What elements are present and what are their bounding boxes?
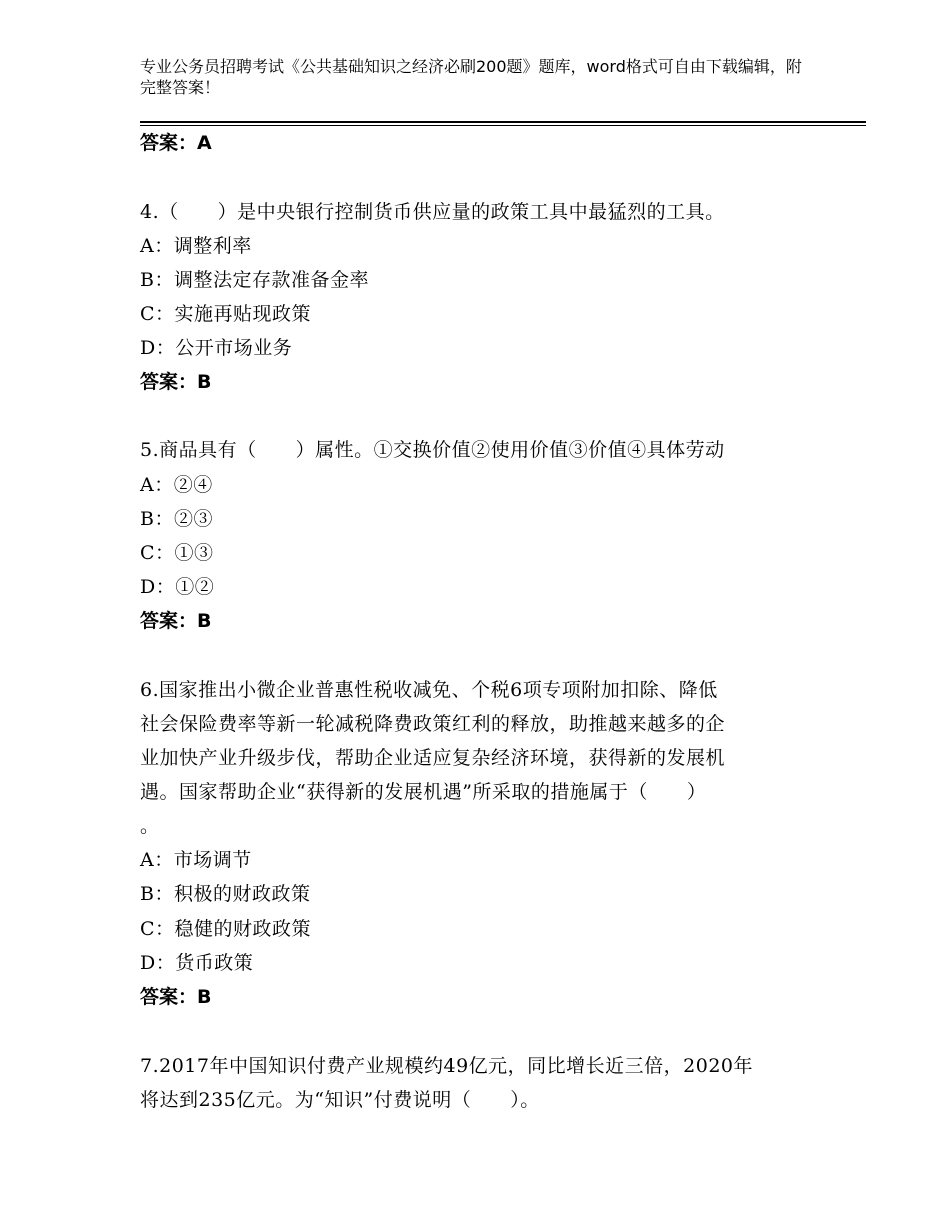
answer-q5: 答案：B xyxy=(140,610,212,632)
question-7-stem-line-1: 7.2017年中国知识付费产业规模约49亿元，同比增长近三倍，2020年 xyxy=(140,1055,754,1077)
question-6-option-d: D：货币政策 xyxy=(140,952,254,974)
answer-q4: 答案：B xyxy=(140,371,212,393)
question-4-option-a: A：调整利率 xyxy=(140,235,252,257)
question-5-option-d: D：①② xyxy=(140,576,215,598)
question-4-option-c: C：实施再贴现政策 xyxy=(140,303,312,325)
question-6-option-a: A：市场调节 xyxy=(140,849,252,871)
answer-q6: 答案：B xyxy=(140,986,212,1008)
answer-q3: 答案：A xyxy=(140,132,212,154)
question-6-stem-line-3: 业加快产业升级步伐，帮助企业适应复杂经济环境，获得新的发展机 xyxy=(140,747,726,769)
question-6-stem-line-2: 社会保险费率等新一轮减税降费政策红利的释放，助推越来越多的企 xyxy=(140,713,726,735)
question-5-option-c: C：①③ xyxy=(140,542,214,564)
question-4-option-b: B：调整法定存款准备金率 xyxy=(140,269,369,291)
header-rule-thin xyxy=(140,125,866,126)
question-6-stem-line-4: 遇。国家帮助企业“获得新的发展机遇”所采取的措施属于（ ） xyxy=(140,781,707,803)
question-4-option-d: D：公开市场业务 xyxy=(140,337,293,359)
question-4-stem: 4.（ ）是中央银行控制货币供应量的政策工具中最猛烈的工具。 xyxy=(140,201,725,223)
question-7-stem-line-2: 将达到235亿元。为“知识”付费说明（ ）。 xyxy=(140,1089,540,1111)
document-header: 专业公务员招聘考试《公共基础知识之经济必刷200题》题库，word格式可自由下载编辑，附完整答案！ xyxy=(140,57,802,97)
question-5-option-b: B：②③ xyxy=(140,508,213,530)
question-6-option-c: C：稳健的财政政策 xyxy=(140,918,312,940)
question-5-stem: 5.商品具有（ ）属性。①交换价值②使用价值③价值④具体劳动 xyxy=(140,439,725,461)
question-6-stem-line-1: 6.国家推出小微企业普惠性税收减免、个税6项专项附加扣除、降低 xyxy=(140,679,718,701)
question-5-option-a: A：②④ xyxy=(140,474,213,496)
question-6-stem-line-5: 。 xyxy=(140,815,160,837)
question-6-option-b: B：积极的财政政策 xyxy=(140,883,311,905)
header-rule-thick xyxy=(140,121,866,123)
